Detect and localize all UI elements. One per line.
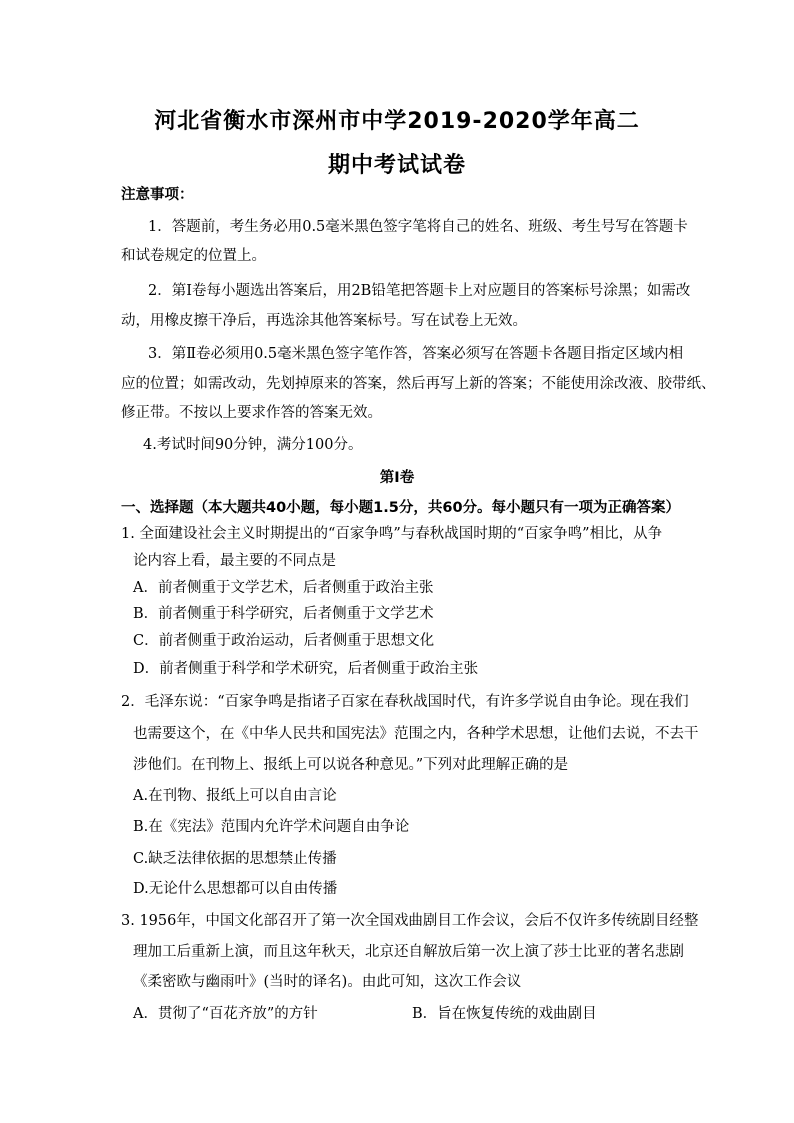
question-2-line-2: 也需要这个，在《中华人民共和国宪法》范围之内，各种学术思想，让他们去说，不去干	[133, 726, 699, 742]
notes-heading: 注意事项：	[121, 187, 194, 203]
question-2-option-c: C.缺乏法律依据的思想禁止传播	[133, 851, 337, 867]
part-title: 第Ⅰ卷	[379, 470, 415, 486]
note-2-line-1: 2．第Ⅰ卷每小题选出答案后，用2B铅笔把答题卡上对应题目的答案标号涂黑；如需改	[148, 283, 691, 299]
question-1-option-c: C．前者侧重于政治运动，后者侧重于思想文化	[133, 633, 435, 649]
question-2-option-a: A.在刊物、报纸上可以自由言论	[133, 788, 337, 804]
section-heading: 一、选择题（本大题共40小题，每小题1.5分，共60分。每小题只有一项为正确答案）	[121, 500, 681, 516]
question-2-line-3: 涉他们。在刊物上、报纸上可以说各种意见。”下列对此理解正确的是	[133, 757, 569, 773]
note-3-line-1: 3．第Ⅱ卷必须用0.5毫米黑色签字笔作答，答案必须写在答题卡各题目指定区域内相	[148, 346, 684, 362]
question-3-option-a: A．贯彻了“百花齐放”的方针	[133, 1006, 318, 1022]
note-1-line-2: 和试卷规定的位置上。	[121, 248, 266, 264]
question-2-line-1: 2．毛泽东说：“百家争鸣是指诸子百家在春秋战国时代，有许多学说自由争论。现在我们	[121, 694, 689, 710]
question-1-option-a: A．前者侧重于文学艺术，后者侧重于政治主张	[133, 580, 434, 596]
page-title: 河北省衡水市深州市中学2019-2020学年高二	[154, 109, 640, 134]
question-1-line-1: 1. 全面建设社会主义时期提出的“百家争鸣”与春秋战国时期的“百家争鸣”相比，从争	[121, 526, 663, 542]
question-2-option-d: D.无论什么思想都可以自由传播	[133, 881, 338, 897]
question-2-option-b: B.在《宪法》范围内允许学术问题自由争论	[133, 819, 410, 835]
question-3-line-3: 《柔密欧与幽雨叶》(当时的译名)。由此可知，这次工作会议	[133, 974, 522, 990]
question-3-line-2: 理加工后重新上演，而且这年秋天，北京还自解放后第一次上演了莎士比亚的著名悲剧	[133, 944, 684, 960]
note-2-line-2: 动，用橡皮擦干净后，再选涂其他答案标号。写在试卷上无效。	[121, 313, 527, 329]
note-3-line-2: 应的位置；如需改动，先划掉原来的答案，然后再写上新的答案；不能使用涂改液、胶带纸、	[121, 376, 716, 392]
note-4: 4.考试时间90分钟，满分100分。	[143, 437, 363, 453]
note-1-line-1: 1．答题前，考生务必用0.5毫米黑色签字笔将自己的姓名、班级、考生号写在答题卡	[148, 219, 688, 235]
note-3-line-3: 修正带。不按以上要求作答的答案无效。	[121, 405, 382, 421]
question-1-option-d: D．前者侧重于科学和学术研究，后者侧重于政治主张	[133, 661, 479, 677]
question-3-option-b: B．旨在恢复传统的戏曲剧目	[412, 1006, 597, 1022]
page-subtitle: 期中考试试卷	[327, 153, 466, 178]
question-3-line-1: 3. 1956年，中国文化部召开了第一次全国戏曲剧目工作会议，会后不仅许多传统剧目经整	[121, 913, 699, 929]
question-1-line-2: 论内容上看，最主要的不同点是	[133, 553, 336, 569]
question-1-option-b: B．前者侧重于科学研究，后者侧重于文学艺术	[133, 606, 434, 622]
